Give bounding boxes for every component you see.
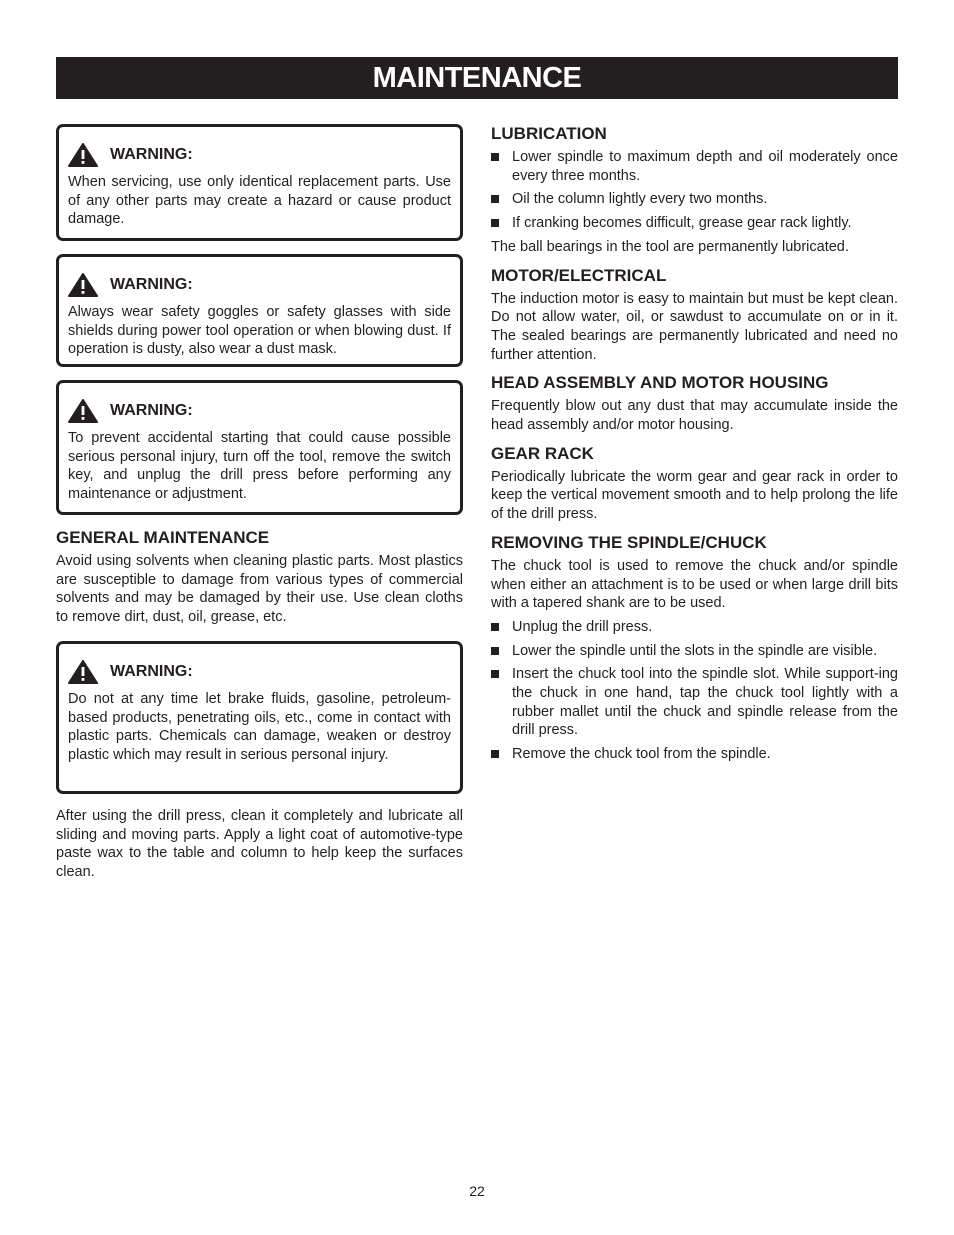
warning-box-2 (56, 254, 463, 367)
warning-triangle-icon (68, 660, 98, 684)
square-bullet-icon (491, 750, 499, 758)
gear-rack-text: Periodically lubricate the worm gear and gear rack in order to keep the vertical movement smooth and to help prolong the life of the drill press. (491, 468, 898, 523)
right-column (491, 124, 898, 769)
removing-spindle-heading: REMOVING THE SPINDLE/CHUCK (491, 532, 767, 552)
after-use-text: After using the drill press, clean it completely and lubricate all sliding and moving parts. Apply a light coat of automotive-type paste wax to the table and column to help keep the surfaces clean. (56, 807, 463, 880)
square-bullet-icon (491, 153, 499, 161)
motor-electrical-heading: MOTOR/ELECTRICAL (491, 265, 667, 285)
list-item: If cranking becomes difficult, grease gear rack lightly. (491, 214, 898, 233)
warning-triangle-icon (68, 143, 98, 167)
list-item: Remove the chuck tool from the spindle. (491, 745, 898, 764)
warning-triangle-icon (68, 273, 98, 297)
page-number: 22 (469, 1183, 485, 1199)
list-item: Oil the column lightly every two months. (491, 190, 898, 209)
warning-box-1 (56, 124, 463, 241)
warning-box-3 (56, 380, 463, 515)
square-bullet-icon (491, 219, 499, 227)
warning-label: WARNING: (110, 276, 193, 293)
square-bullet-icon (491, 195, 499, 203)
head-assembly-text: Frequently blow out any dust that may accumulate inside the head assembly and/or motor housing. (491, 398, 898, 434)
list-item: Insert the chuck tool into the spindle slot. While support-ing the chuck in one hand, tap the chuck tool lightly with a rubber mallet until the chuck and spindle release from the drill press. (491, 665, 898, 740)
general-maintenance-text: Avoid using solvents when cleaning plastic parts. Most plastics are susceptible to damage from various types of commercial solvents and may be damaged by their use. Use clean cloths to remove dirt, dust, oil, grease, etc. (56, 553, 463, 626)
warning-label: WARNING: (110, 146, 193, 163)
list-item: Lower spindle to maximum depth and oil moderately once every three months. (491, 148, 898, 185)
warning-triangle-icon (68, 399, 98, 423)
warning-box-4 (56, 641, 463, 794)
square-bullet-icon (491, 623, 499, 631)
warning-text-3: To prevent accidental starting that could cause possible serious personal injury, turn off the tool, remove the switch key, and unplug the drill press before performing any maintenance or adjustment. (68, 430, 451, 503)
warning-label: WARNING: (110, 402, 193, 419)
warning-text-2: Always wear safety goggles or safety glasses with side shields during power tool operation or when blowing dust. If operation is dusty, also wear a dust mask. (68, 304, 451, 358)
lubrication-note: The ball bearings in the tool are permanently lubricated. (491, 238, 849, 255)
motor-electrical-text: The induction motor is easy to maintain but must be kept clean. Do not allow water, oil, or sawdust to accumulate on or in it. The sealed bearings are permanently lubricated and need no further attention. (491, 290, 898, 363)
lubrication-list (491, 148, 898, 233)
list-item: Unplug the drill press. (491, 618, 898, 637)
lubrication-heading: LUBRICATION (491, 124, 607, 143)
spindle-steps-list (491, 618, 898, 764)
page-title: MAINTENANCE (56, 57, 898, 99)
left-column (56, 124, 463, 882)
list-item: Lower the spindle until the slots in the spindle are visible. (491, 642, 898, 661)
warning-text-1: When servicing, use only identical replacement parts. Use of any other parts may create a hazard or cause product damage. (68, 174, 451, 228)
warning-label: WARNING: (110, 662, 193, 680)
square-bullet-icon (491, 670, 499, 678)
general-maintenance-heading: GENERAL MAINTENANCE (56, 528, 270, 547)
gear-rack-heading: GEAR RACK (491, 443, 594, 463)
warning-text-4: Do not at any time let brake fluids, gasoline, petroleum-based products, penetrating oils, etc., come in contact with plastic parts. Chemicals can damage, weaken or destroy plastic which may result in serious personal injury. (68, 690, 451, 763)
removing-spindle-text: The chuck tool is used to remove the chuck and/or spindle when either an attachment is to be used or when large drill bits with a tapered shank are to be used. (491, 557, 898, 612)
square-bullet-icon (491, 647, 499, 655)
head-assembly-heading: HEAD ASSEMBLY AND MOTOR HOUSING (491, 373, 829, 393)
